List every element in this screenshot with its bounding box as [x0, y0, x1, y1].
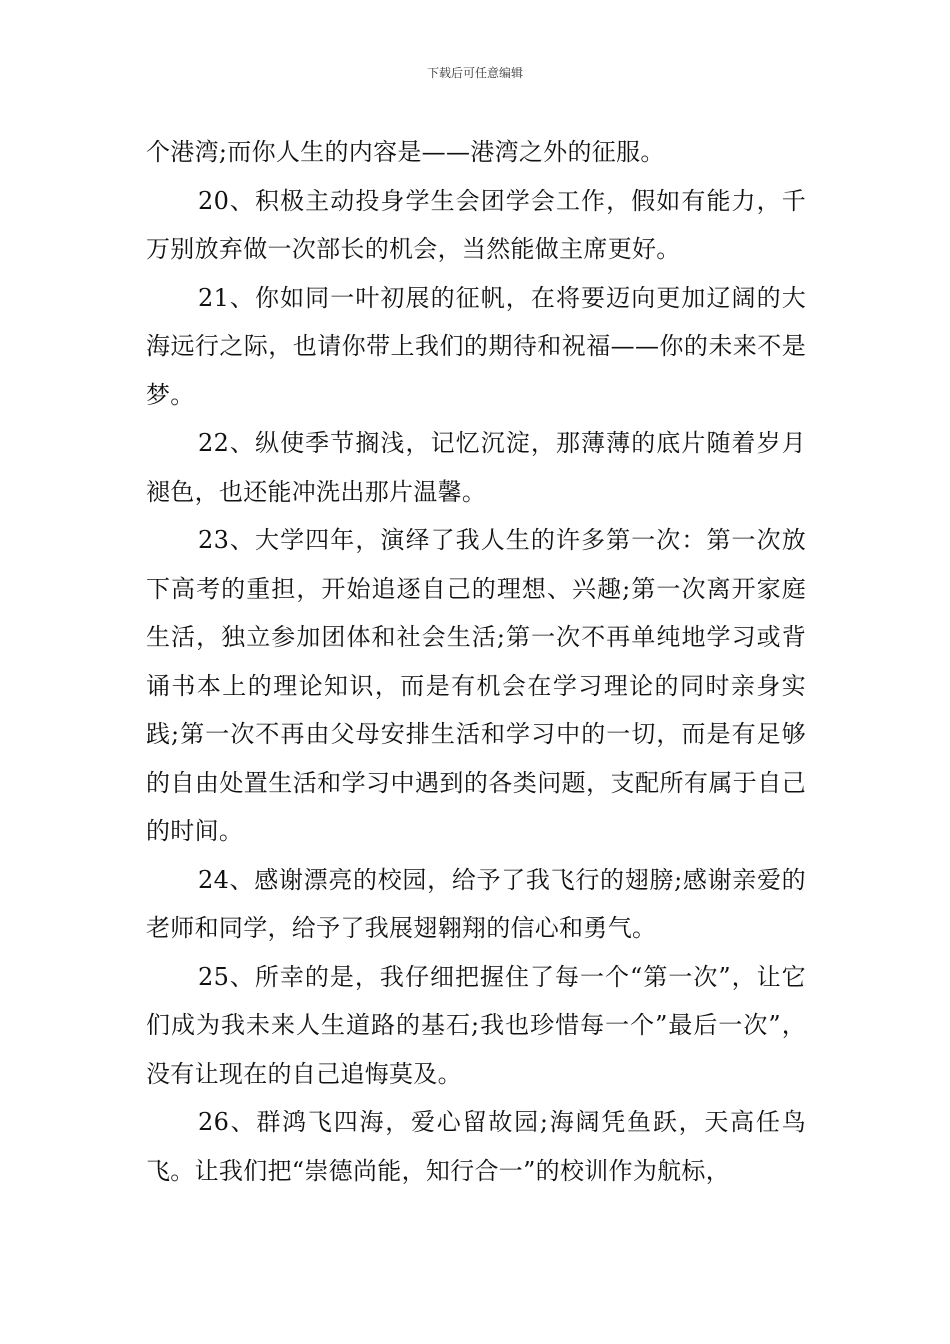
paragraph-21: 21、你如同一叶初展的征帆，在将要迈向更加辽阔的大海远行之际，也请你带上我们的期待和祝福——你的未来不是梦。 [146, 283, 806, 409]
paragraph-20: 20、积极主动投身学生会团学会工作，假如有能力，千万别放弃做一次部长的机会，当然能做主席更好。 [146, 186, 806, 263]
paragraph-continuation: 个港湾;而你人生的内容是——港湾之外的征服。 [146, 138, 665, 166]
paragraph-26: 26、群鸿飞四海，爱心留故园;海阔凭鱼跃，天高任鸟飞。让我们把“崇德尚能，知行合一”的校训作为航标， [146, 1108, 806, 1185]
page-header: 下载后可任意编辑 [426, 66, 523, 80]
paragraph-22: 22、纵使季节搁浅，记忆沉淀，那薄薄的底片随着岁月褪色，也还能冲洗出那片温馨。 [146, 429, 806, 506]
paragraph-23: 23、大学四年，演绎了我人生的许多第一次：第一次放下高考的重担，开始追逐自己的理想、兴趣;第一次离开家庭生活，独立参加团体和社会生活;第一次不再单纯地学习或背诵书本上的理论知识，而是有机会在学习理论的同时亲身实践;第一次不再由父母安排生活和学习中的一切，而是有足够的自由处置生活和学习中遇到的各类问题，支配所有属于自己的时间。 [146, 526, 806, 845]
paragraph-25: 25、所幸的是，我仔细把握住了每一个“第一次”，让它们成为我未来人生道路的基石;我也珍惜每一个”最后一次”，没有让现在的自己追悔莫及。 [146, 962, 806, 1088]
paragraph-24: 24、感谢漂亮的校园，给予了我飞行的翅膀;感谢亲爱的老师和同学，给予了我展翅翱翔的信心和勇气。 [146, 865, 806, 942]
document-body [146, 128, 806, 1195]
